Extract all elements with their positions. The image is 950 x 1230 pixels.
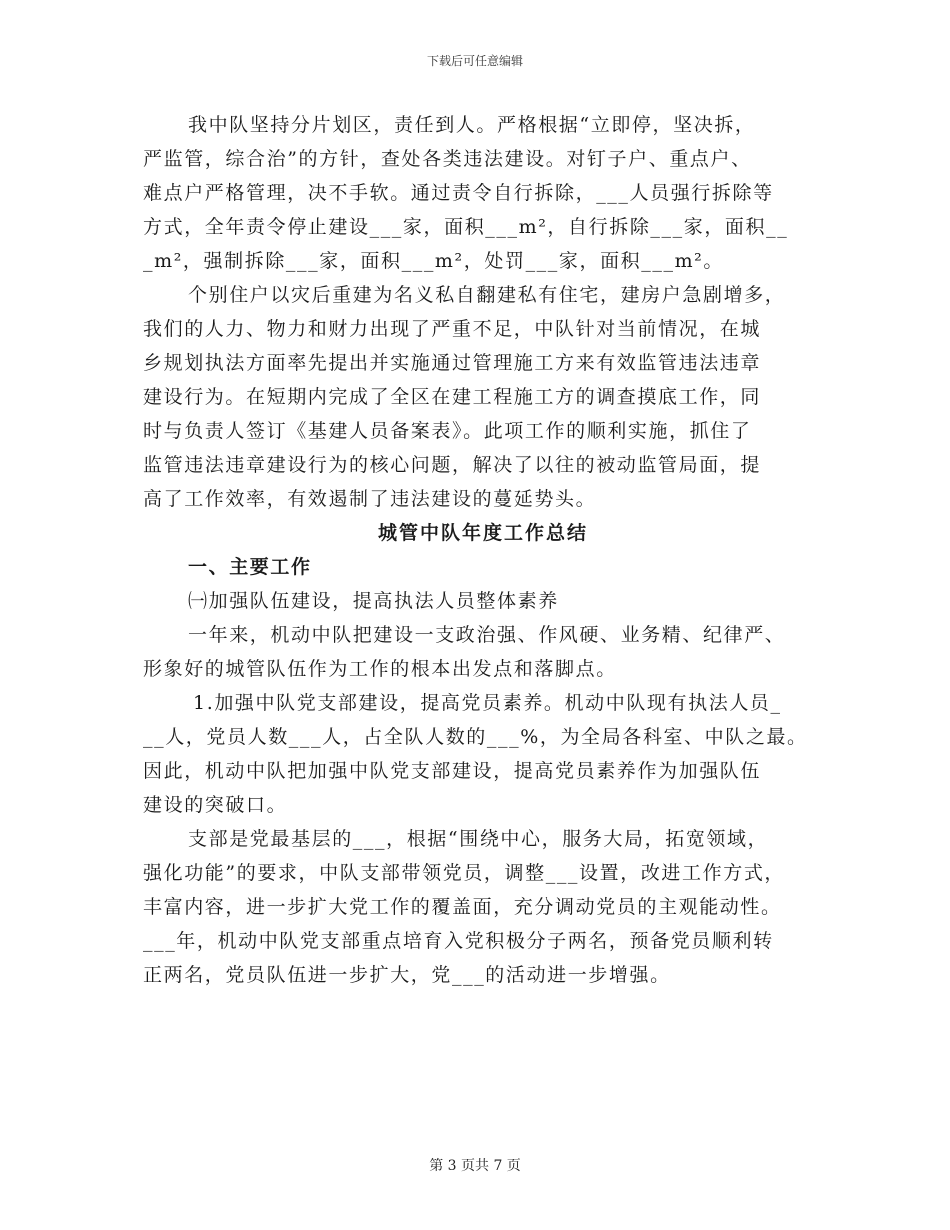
paragraph-line: 难点户严格管理，决不手软。通过责令自行拆除，___人员强行拆除等: [143, 182, 774, 204]
paragraph-line: ___年，机动中队党支部重点培育入党积极分子两名，预备党员顺利转: [143, 930, 774, 952]
paragraph-line: 正两名，党员队伍进一步扩大，党___的活动进一步增强。: [143, 964, 671, 986]
paragraph-line: 我中队坚持分片划区，责任到人。严格根据“立即停，坚决拆，: [188, 114, 756, 136]
paragraph-line: 方式，全年责令停止建设___家，面积___m²，自行拆除___家，面积__: [143, 216, 789, 238]
document-title: 城管中队年度工作总结: [377, 522, 588, 544]
paragraph-line: 因此，机动中队把加强中队党支部建设，提高党员素养作为加强队伍: [143, 760, 762, 782]
paragraph-line: 强化功能”的要求，中队支部带领党员，调整___设置，改进工作方式，: [143, 862, 786, 884]
paragraph-line: 高了工作效率，有效遏制了违法建设的蔓延势头。: [143, 488, 597, 510]
header-note: 下载后可任意编辑: [426, 54, 523, 68]
paragraph-line: 建设的突破口。: [143, 794, 288, 816]
paragraph-line: 监管违法违章建设行为的核心问题，解决了以往的被动监管局面，提: [143, 454, 762, 476]
paragraph-line: 我们的人力、物力和财力出现了严重不足，中队针对当前情况，在城: [143, 318, 762, 340]
paragraph-line: 1.加强中队党支部建设，提高党员素养。机动中队现有执法人员_: [193, 692, 782, 714]
paragraph-line: 时与负责人签订《基建人员备案表》。此项工作的顺利实施，抓住了: [143, 420, 752, 442]
paragraph-line: 乡规划执法方面率先提出并实施通过管理施工方来有效监管违法违章: [143, 352, 762, 374]
paragraph-line: 一年来，机动中队把建设一支政治强、作风硬、业务精、纪律严、: [188, 624, 786, 646]
paragraph-line: __人，党员人数___人，占全队人数的___%，为全局各科室、中队之最。: [143, 726, 808, 748]
paragraph-line: 支部是党最基层的___，根据“围绕中心，服务大局，拓宽领域，: [188, 828, 769, 850]
paragraph-line: 严监管，综合治”的方针，查处各类违法建设。对钉子户、重点户、: [143, 148, 752, 170]
page-number: 第 3 页共 7 页: [429, 1158, 521, 1174]
paragraph-line: _m²，强制拆除___家，面积___m²，处罚___家，面积___m²。: [143, 250, 725, 272]
section-heading: 一、主要工作: [188, 556, 312, 578]
paragraph-line: 建设行为。在短期内完成了全区在建工程施工方的调查摸底工作，同: [143, 386, 762, 408]
paragraph-line: 丰富内容，进一步扩大党工作的覆盖面，充分调动党员的主观能动性。: [143, 896, 782, 918]
subsection-heading: ㈠加强队伍建设，提高执法人员整体素养: [188, 590, 559, 612]
paragraph-line: 个别住户以灾后重建为名义私自翻建私有住宅，建房户急剧增多，: [188, 284, 786, 306]
paragraph-line: 形象好的城管队伍作为工作的根本出发点和落脚点。: [143, 658, 617, 680]
document-body: [143, 108, 823, 992]
